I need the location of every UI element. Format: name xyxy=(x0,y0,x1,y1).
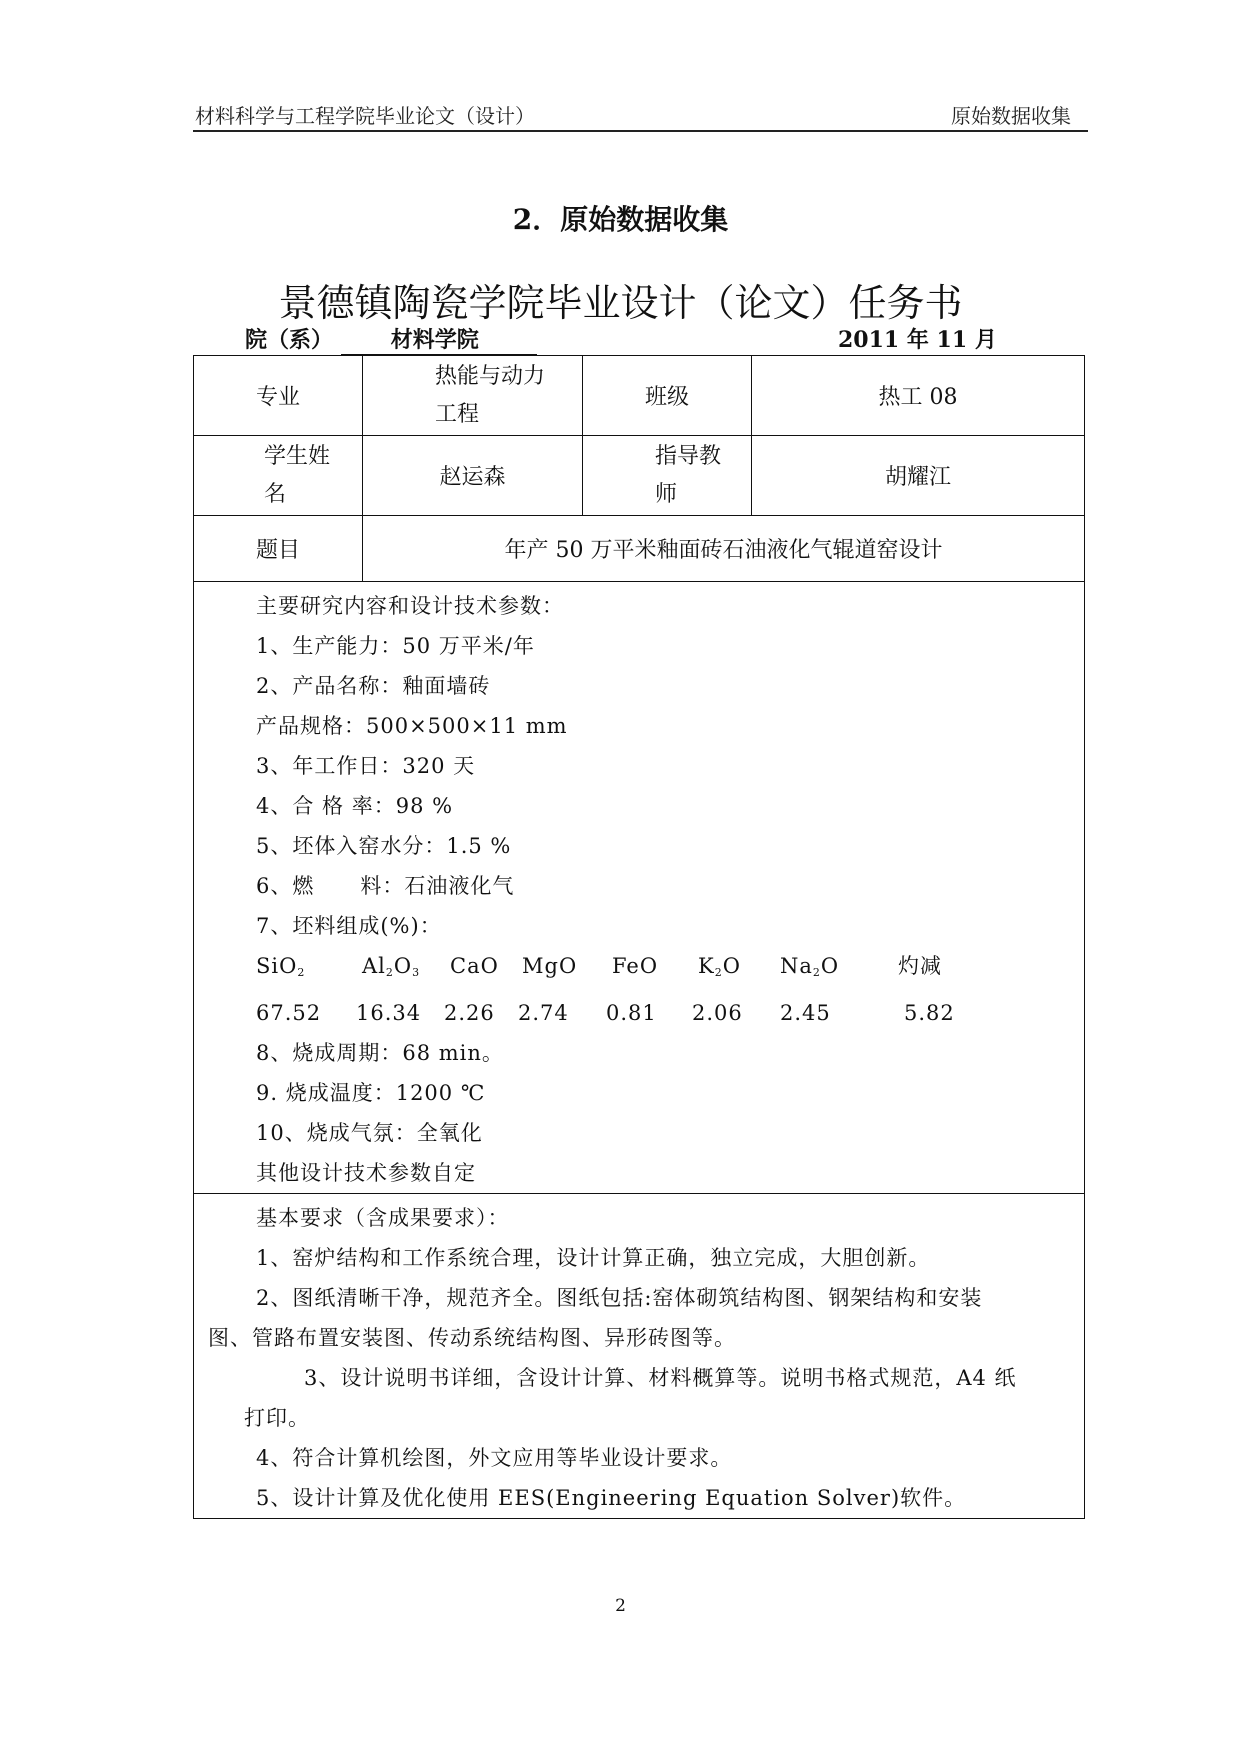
research-item: 8、烧成周期：68 min。 xyxy=(256,1041,504,1065)
date-text: 2011 年 11 月 xyxy=(838,327,997,353)
requirement-item: 1、窑炉结构和工作系统合理，设计计算正确，独立完成，大胆创新。 xyxy=(256,1246,931,1270)
topic-value: 年产 50 万平米釉面砖石油液化气辊道窑设计 xyxy=(363,516,1085,582)
comp-value: 0.81 xyxy=(606,1001,657,1025)
running-header-right: 原始数据收集 xyxy=(951,104,1071,128)
page-number: 2 xyxy=(615,1596,626,1616)
row-student xyxy=(194,436,1085,516)
comp-value: 67.52 xyxy=(256,1001,322,1025)
student-name: 赵运森 xyxy=(363,436,583,516)
research-item: 4、合 格 率：98 % xyxy=(256,794,454,818)
comp-value: 5.82 xyxy=(904,1001,955,1025)
research-cell xyxy=(194,582,1085,1194)
requirement-item: 图、管路布置安装图、传动系统结构图、异形砖图等。 xyxy=(208,1326,736,1350)
student-label-line1: 学生姓 xyxy=(264,443,331,469)
comp-value: 2.26 xyxy=(444,1001,495,1025)
comp-value: 2.45 xyxy=(780,1001,831,1025)
running-header-left: 材料科学与工程学院毕业论文（设计） xyxy=(195,104,535,128)
comp-header-feo: FeO xyxy=(612,954,659,978)
research-item: 9. 烧成温度：1200 ℃ xyxy=(256,1081,486,1105)
class-label: 班级 xyxy=(583,356,752,436)
student-label-cell xyxy=(194,436,363,516)
research-item: 3、年工作日：320 天 xyxy=(256,754,476,778)
advisor-label-line1: 指导教 xyxy=(655,443,722,469)
composition-header-row xyxy=(256,946,1084,993)
document-title: 景德镇陶瓷学院毕业设计（论文）任务书 xyxy=(278,281,963,325)
comp-header-sio2: SiO$_2$ xyxy=(256,954,306,979)
requirement-item: 打印。 xyxy=(244,1406,310,1430)
header-rule xyxy=(193,130,1088,132)
comp-value: 16.34 xyxy=(356,1001,422,1025)
research-item: 其他设计技术参数自定 xyxy=(256,1161,476,1185)
comp-header-mgo: MgO xyxy=(522,954,578,978)
research-item: 1、生产能力：50 万平米/年 xyxy=(256,634,535,658)
advisor-label-line2: 师 xyxy=(655,481,678,507)
department-label: 院（系） xyxy=(245,327,334,353)
row-requirements xyxy=(194,1194,1085,1519)
major-value-line1: 热能与动力 xyxy=(435,363,546,389)
department-line xyxy=(245,323,537,356)
research-heading: 主要研究内容和设计技术参数： xyxy=(256,594,564,618)
comp-header-al2o3: $Al_2O_3$ xyxy=(362,954,421,979)
advisor-name: 胡耀江 xyxy=(752,436,1085,516)
class-value: 热工 08 xyxy=(752,356,1085,436)
requirement-item: 2、图纸清晰干净，规范齐全。图纸包括:窑体砌筑结构图、钢架结构和安装 xyxy=(256,1286,983,1310)
section-title: 2．原始数据收集 xyxy=(512,203,729,236)
comp-header-loi: 灼减 xyxy=(898,954,942,978)
requirement-item: 4、符合计算机绘图，外文应用等毕业设计要求。 xyxy=(256,1446,733,1470)
requirement-item: 3、设计说明书详细，含设计计算、材料概算等。说明书格式规范，A4 纸 xyxy=(304,1366,1017,1390)
research-item: 7、坯料组成(%)： xyxy=(256,914,442,938)
requirement-item: 5、设计计算及优化使用 EES(Engineering Equation Solver)软件。 xyxy=(256,1486,967,1510)
student-label-line2: 名 xyxy=(264,481,287,507)
composition-value-row xyxy=(256,993,1084,1033)
research-item: 产品规格：500×500×11 mm xyxy=(256,714,568,738)
comp-value: 2.74 xyxy=(518,1001,569,1025)
advisor-label-cell xyxy=(583,436,752,516)
comp-header-na2o: $Na_2O$ xyxy=(780,954,840,979)
research-item: 10、烧成气氛：全氧化 xyxy=(256,1121,483,1145)
row-topic xyxy=(194,516,1085,582)
requirements-cell xyxy=(194,1194,1085,1519)
department-value: 材料学院 xyxy=(341,323,537,356)
task-form-table xyxy=(193,355,1085,1519)
research-item: 5、坯体入窑水分：1.5 % xyxy=(256,834,512,858)
requirements-heading: 基本要求（含成果要求）： xyxy=(256,1206,510,1230)
comp-header-cao: CaO xyxy=(450,954,499,978)
comp-value: 2.06 xyxy=(692,1001,743,1025)
major-label: 专业 xyxy=(194,356,363,436)
research-item: 2、产品名称：釉面墙砖 xyxy=(256,674,491,698)
major-value-cell xyxy=(363,356,583,436)
research-item: 6、燃 料：石油液化气 xyxy=(256,874,515,898)
comp-header-k2o: $K_2O$ xyxy=(698,954,741,979)
row-major xyxy=(194,356,1085,436)
major-value-line2: 工程 xyxy=(435,401,480,427)
row-research xyxy=(194,582,1085,1194)
topic-label: 题目 xyxy=(194,516,363,582)
